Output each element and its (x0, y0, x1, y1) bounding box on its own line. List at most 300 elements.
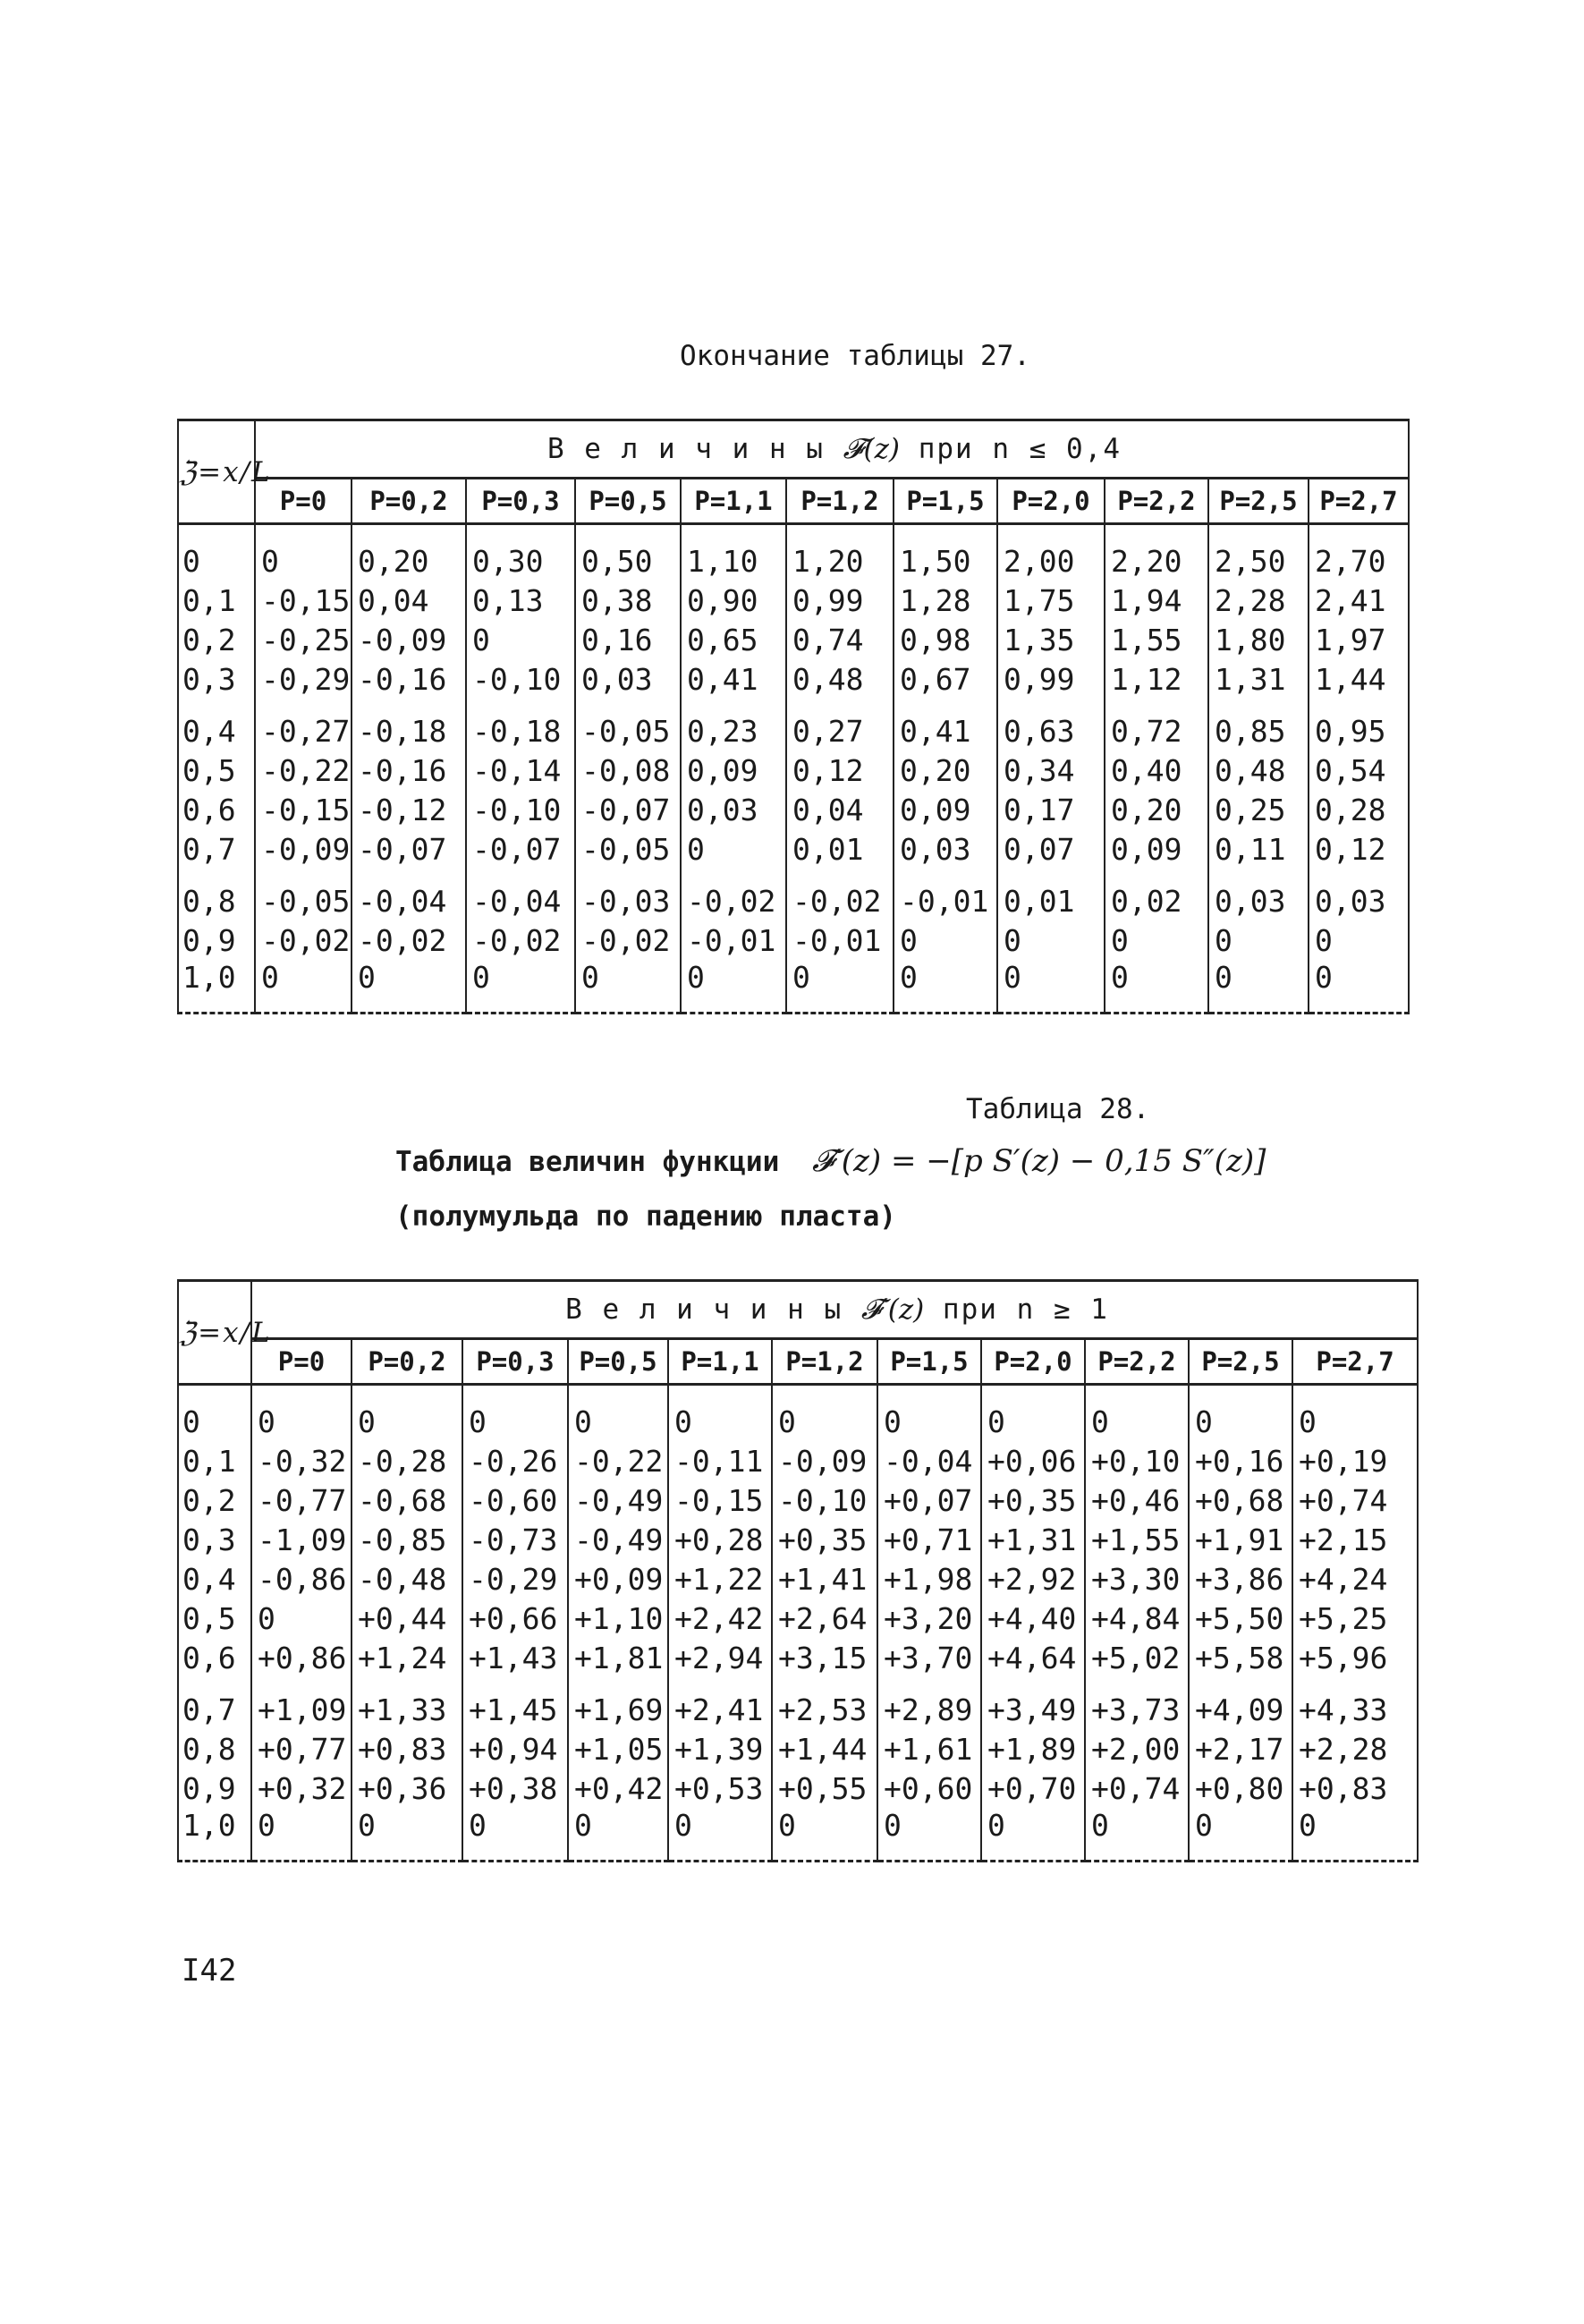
table-cell: -0,04 (352, 869, 466, 920)
row-z-value: 0,4 (178, 1559, 251, 1599)
table-cell: 0 (681, 829, 786, 869)
table-cell: 0,02 (1105, 869, 1208, 920)
table-cell: +5,02 (1085, 1638, 1189, 1677)
table-cell: +2,92 (981, 1559, 1085, 1599)
table-row (178, 659, 1409, 699)
header-prefix: В е л и ч и н ы (546, 432, 825, 465)
table-cell: -0,29 (255, 659, 352, 699)
table-cell: +0,86 (251, 1638, 352, 1677)
table-row (178, 1677, 1418, 1729)
table-cell: -0,49 (568, 1520, 668, 1559)
table-cell: +3,70 (877, 1638, 981, 1677)
table-cell: +0,80 (1189, 1768, 1292, 1808)
table-cell: +5,58 (1189, 1638, 1292, 1677)
table-row (178, 581, 1409, 620)
table-cell: 0,03 (575, 659, 681, 699)
row-z-value: 0,3 (178, 659, 255, 699)
table-cell: 0,38 (575, 581, 681, 620)
table-cell: +0,70 (981, 1768, 1085, 1808)
table-cell: -0,09 (255, 829, 352, 869)
table-cell: -0,02 (466, 920, 575, 960)
table-cell: +0,55 (772, 1768, 877, 1808)
table-cell: 0,72 (1105, 699, 1208, 751)
table-cell: +1,10 (568, 1599, 668, 1638)
table-cell: +1,05 (568, 1729, 668, 1768)
table-cell: -0,60 (462, 1480, 568, 1520)
table-cell: 0 (1292, 1808, 1418, 1862)
table-cell: +0,44 (352, 1599, 462, 1638)
table-cell: +4,33 (1292, 1677, 1418, 1729)
column-header: P=1,1 (681, 479, 786, 524)
table-cell: 0,01 (997, 869, 1105, 920)
table-cell: +0,32 (251, 1768, 352, 1808)
table-cell: -0,26 (462, 1441, 568, 1480)
table-cell: 0,99 (786, 581, 894, 620)
table-cell: -0,68 (352, 1480, 462, 1520)
table-row (178, 524, 1409, 581)
column-header: P=2,5 (1189, 1339, 1292, 1385)
table-cell: 0,54 (1309, 751, 1409, 790)
table-cell: -0,85 (352, 1520, 462, 1559)
table-cell: +5,25 (1292, 1599, 1418, 1638)
table-cell: 0,01 (786, 829, 894, 869)
table-cell: 1,75 (997, 581, 1105, 620)
table-cell: +0,83 (1292, 1768, 1418, 1808)
row-z-value: 0,3 (178, 1520, 251, 1559)
table-cell: 0 (668, 1808, 772, 1862)
table-cell: 0 (1208, 960, 1309, 1014)
table-cell: -0,14 (466, 751, 575, 790)
table-cell: 0,85 (1208, 699, 1309, 751)
table-cell: -0,01 (786, 920, 894, 960)
row-z-value: 0,6 (178, 1638, 251, 1677)
row-z-value: 0,7 (178, 829, 255, 869)
table-cell: -0,10 (466, 659, 575, 699)
table-cell: 1,12 (1105, 659, 1208, 699)
table-cell: -0,18 (352, 699, 466, 751)
function-formula: 𝓕′(z) = −[p S′(z) − 0,15 S″(z)] (811, 1143, 1266, 1179)
table-cell: 0,40 (1105, 751, 1208, 790)
row-z-value: 0,1 (178, 581, 255, 620)
table-cell: 0,25 (1208, 790, 1309, 829)
table-cell: 0,65 (681, 620, 786, 659)
table-cell: +0,77 (251, 1729, 352, 1768)
table-cell: 0,17 (997, 790, 1105, 829)
table-cell: -0,04 (466, 869, 575, 920)
table-cell: 1,80 (1208, 620, 1309, 659)
table-row (178, 1480, 1418, 1520)
table-cell: -0,16 (352, 751, 466, 790)
table-cell: +2,94 (668, 1638, 772, 1677)
table-cell: 0,28 (1309, 790, 1409, 829)
table-cell: 2,50 (1208, 524, 1309, 581)
table-27-caption: Окончание таблицы 27. (680, 340, 1030, 372)
table-cell: 0,09 (681, 751, 786, 790)
table-cell: 0 (772, 1808, 877, 1862)
table-cell: -0,07 (575, 790, 681, 829)
table-cell: 0 (981, 1808, 1085, 1862)
table-cell: 0,90 (681, 581, 786, 620)
table-cell: +1,39 (668, 1729, 772, 1768)
table-cell: +1,89 (981, 1729, 1085, 1768)
table-cell: -1,09 (251, 1520, 352, 1559)
table-cell: 0 (255, 960, 352, 1014)
table-cell: 1,55 (1105, 620, 1208, 659)
table-cell: +0,28 (668, 1520, 772, 1559)
table-row (178, 1385, 1418, 1442)
table-cell: 0 (466, 620, 575, 659)
table-cell: -0,12 (352, 790, 466, 829)
table-cell: -0,32 (251, 1441, 352, 1480)
table-cell: 1,94 (1105, 581, 1208, 620)
table-cell: +0,35 (772, 1520, 877, 1559)
table-cell: 0,67 (894, 659, 997, 699)
table-row (178, 1441, 1418, 1480)
column-header: P=2,5 (1208, 479, 1309, 524)
table-cell: +3,86 (1189, 1559, 1292, 1599)
table-cell: +0,60 (877, 1768, 981, 1808)
column-header: P=1,1 (668, 1339, 772, 1385)
row-z-value: 0 (178, 1385, 251, 1442)
table-cell: +1,69 (568, 1677, 668, 1729)
table-cell: +3,20 (877, 1599, 981, 1638)
table-cell: -0,49 (568, 1480, 668, 1520)
table-cell: +0,06 (981, 1441, 1085, 1480)
table-cell: 1,31 (1208, 659, 1309, 699)
table-cell: +2,17 (1189, 1729, 1292, 1768)
table-cell: -0,22 (255, 751, 352, 790)
header-condition: при n ≥ 1 (942, 1293, 1109, 1326)
table-cell: +1,09 (251, 1677, 352, 1729)
table-cell: 0,13 (466, 581, 575, 620)
column-headers (178, 479, 1409, 524)
table-cell: 1,50 (894, 524, 997, 581)
column-header: P=1,5 (894, 479, 997, 524)
table-cell: -0,01 (681, 920, 786, 960)
table-cell: 1,44 (1309, 659, 1409, 699)
column-header: P=1,2 (786, 479, 894, 524)
table-cell: 0,11 (1208, 829, 1309, 869)
table-cell: 0,12 (786, 751, 894, 790)
table-cell: 1,97 (1309, 620, 1409, 659)
table-cell: 0 (877, 1808, 981, 1862)
table-cell: -0,10 (772, 1480, 877, 1520)
column-header: P=0,2 (352, 1339, 462, 1385)
row-z-value: 0,4 (178, 699, 255, 751)
table-cell: 0,63 (997, 699, 1105, 751)
table-row (178, 960, 1409, 1014)
corner-label: ℨ=x/L (178, 1281, 251, 1385)
table-cell: 0,12 (1309, 829, 1409, 869)
row-z-value: 0 (178, 524, 255, 581)
table-row (178, 1768, 1418, 1808)
table-cell: 0 (681, 960, 786, 1014)
table-cell: +1,44 (772, 1729, 877, 1768)
table-header (251, 1281, 1418, 1339)
column-header: P=0,5 (575, 479, 681, 524)
table-cell: 0,48 (786, 659, 894, 699)
column-header: P=1,2 (772, 1339, 877, 1385)
table-cell: 0,03 (1309, 869, 1409, 920)
column-header: P=0 (251, 1339, 352, 1385)
table-cell: -0,11 (668, 1441, 772, 1480)
table-cell: -0,04 (877, 1441, 981, 1480)
table-cell: +0,46 (1085, 1480, 1189, 1520)
table-cell: 0,34 (997, 751, 1105, 790)
table-cell: 0,20 (894, 751, 997, 790)
table-cell: 0,20 (352, 524, 466, 581)
table-cell: 0 (462, 1808, 568, 1862)
table-cell: -0,08 (575, 751, 681, 790)
table-cell: +2,89 (877, 1677, 981, 1729)
table-cell: 0,98 (894, 620, 997, 659)
table-cell: -0,02 (352, 920, 466, 960)
table-cell: -0,02 (255, 920, 352, 960)
table-cell: +0,74 (1085, 1768, 1189, 1808)
table-cell: +0,42 (568, 1768, 668, 1808)
column-headers (178, 1339, 1418, 1385)
table-cell: -0,86 (251, 1559, 352, 1599)
table-cell: -0,09 (352, 620, 466, 659)
table-cell: +0,36 (352, 1768, 462, 1808)
column-header: P=2,2 (1105, 479, 1208, 524)
table-cell: +4,40 (981, 1599, 1085, 1638)
table-cell: 0,03 (1208, 869, 1309, 920)
row-z-value: 0,9 (178, 920, 255, 960)
table-28 (177, 1279, 1419, 1862)
header-function: 𝓕(z) (843, 432, 901, 465)
table-cell: +0,19 (1292, 1441, 1418, 1480)
table-cell: 0 (1208, 920, 1309, 960)
table-cell: 1,28 (894, 581, 997, 620)
table-cell: +2,42 (668, 1599, 772, 1638)
table-cell: 2,20 (1105, 524, 1208, 581)
table-cell: +1,24 (352, 1638, 462, 1677)
table-cell: +0,68 (1189, 1480, 1292, 1520)
table-cell: -0,01 (894, 869, 997, 920)
table-cell: 0 (251, 1385, 352, 1442)
table-cell: 0,74 (786, 620, 894, 659)
table-cell: 2,70 (1309, 524, 1409, 581)
table-cell: 1,35 (997, 620, 1105, 659)
table-cell: -0,02 (786, 869, 894, 920)
row-z-value: 0,7 (178, 1677, 251, 1729)
table-cell: -0,28 (352, 1441, 462, 1480)
table-cell: +2,00 (1085, 1729, 1189, 1768)
table-cell: -0,05 (575, 829, 681, 869)
row-z-value: 0,8 (178, 1729, 251, 1768)
table-cell: +0,10 (1085, 1441, 1189, 1480)
table-row (178, 1638, 1418, 1677)
table-cell: 0,04 (352, 581, 466, 620)
row-z-value: 0,5 (178, 1599, 251, 1638)
table-cell: 0,99 (997, 659, 1105, 699)
title-text: Таблица величин функции (395, 1146, 780, 1178)
table-cell: 0,07 (997, 829, 1105, 869)
table-cell: 0,09 (894, 790, 997, 829)
table-cell: 0,95 (1309, 699, 1409, 751)
table-cell: 0 (1189, 1385, 1292, 1442)
table-cell: 0,03 (681, 790, 786, 829)
table-cell: +0,16 (1189, 1441, 1292, 1480)
table-cell: +0,07 (877, 1480, 981, 1520)
table-cell: +5,50 (1189, 1599, 1292, 1638)
table-cell: +1,45 (462, 1677, 568, 1729)
table-cell: +1,91 (1189, 1520, 1292, 1559)
table-cell: +0,09 (568, 1559, 668, 1599)
table-cell: 0,23 (681, 699, 786, 751)
table-row (178, 920, 1409, 960)
table-cell: +3,73 (1085, 1677, 1189, 1729)
table-cell: 0,16 (575, 620, 681, 659)
table-cell: 0,03 (894, 829, 997, 869)
table-cell: 0 (1105, 960, 1208, 1014)
table-cell: 0 (1309, 920, 1409, 960)
table-cell: +4,84 (1085, 1599, 1189, 1638)
table-cell: 0 (894, 960, 997, 1014)
column-header: P=1,5 (877, 1339, 981, 1385)
row-z-value: 1,0 (178, 1808, 251, 1862)
table-cell: 1,20 (786, 524, 894, 581)
row-z-value: 0,6 (178, 790, 255, 829)
table-cell: +2,64 (772, 1599, 877, 1638)
table-28-subtitle: (полумульда по падению пласта) (395, 1200, 896, 1233)
column-header: P=2,7 (1292, 1339, 1418, 1385)
table-cell: 0 (786, 960, 894, 1014)
table-cell: -0,09 (772, 1441, 877, 1480)
table-cell: 0 (352, 960, 466, 1014)
table-cell: 0 (251, 1808, 352, 1862)
table-cell: -0,15 (668, 1480, 772, 1520)
table-header (255, 420, 1409, 479)
column-header: P=0,3 (466, 479, 575, 524)
table-cell: +2,28 (1292, 1729, 1418, 1768)
table-cell: +1,31 (981, 1520, 1085, 1559)
table-cell: +0,53 (668, 1768, 772, 1808)
column-header: P=2,2 (1085, 1339, 1189, 1385)
table-cell: +0,71 (877, 1520, 981, 1559)
table-cell: -0,25 (255, 620, 352, 659)
column-header: P=0,2 (352, 479, 466, 524)
table-cell: +2,53 (772, 1677, 877, 1729)
table-28-title (395, 1143, 1266, 1179)
table-cell: 0 (568, 1808, 668, 1862)
table-cell: 0,20 (1105, 790, 1208, 829)
table-cell: 0 (1105, 920, 1208, 960)
table-cell: 0 (466, 960, 575, 1014)
table-cell: +1,98 (877, 1559, 981, 1599)
table-cell: 0,48 (1208, 751, 1309, 790)
table-cell: 0 (772, 1385, 877, 1442)
table-cell: 0 (997, 960, 1105, 1014)
table-cell: +5,96 (1292, 1638, 1418, 1677)
table-row (178, 620, 1409, 659)
table-cell: +0,38 (462, 1768, 568, 1808)
row-z-value: 0,5 (178, 751, 255, 790)
column-header: P=0 (255, 479, 352, 524)
table-row (178, 751, 1409, 790)
table-cell: +1,61 (877, 1729, 981, 1768)
table-cell: -0,02 (681, 869, 786, 920)
table-row (178, 869, 1409, 920)
header-prefix: В е л и ч и н ы (565, 1293, 843, 1326)
table-cell: -0,07 (466, 829, 575, 869)
table-cell: 1,10 (681, 524, 786, 581)
column-header: P=0,5 (568, 1339, 668, 1385)
column-header: P=2,0 (997, 479, 1105, 524)
table-cell: -0,02 (575, 920, 681, 960)
table-cell: -0,22 (568, 1441, 668, 1480)
table-row (178, 829, 1409, 869)
column-header: P=0,3 (462, 1339, 568, 1385)
table-cell: -0,48 (352, 1559, 462, 1599)
table-cell: 0 (1085, 1385, 1189, 1442)
table-cell: +4,24 (1292, 1559, 1418, 1599)
row-z-value: 0,8 (178, 869, 255, 920)
table-cell: -0,15 (255, 581, 352, 620)
table-row (178, 790, 1409, 829)
table-cell: -0,77 (251, 1480, 352, 1520)
row-z-value: 1,0 (178, 960, 255, 1014)
row-z-value: 0,2 (178, 1480, 251, 1520)
table-row (178, 1520, 1418, 1559)
table-row (178, 1729, 1418, 1768)
table-row (178, 699, 1409, 751)
table-cell: -0,05 (255, 869, 352, 920)
table-cell: 0,27 (786, 699, 894, 751)
table-cell: +4,09 (1189, 1677, 1292, 1729)
table-cell: 0 (894, 920, 997, 960)
table-cell: +1,55 (1085, 1520, 1189, 1559)
table-cell: 0 (1085, 1808, 1189, 1862)
header-function: 𝓕′(z) (860, 1293, 925, 1326)
table-cell: 0 (352, 1808, 462, 1862)
table-row (178, 1808, 1418, 1862)
table-cell: +0,66 (462, 1599, 568, 1638)
table-cell: +2,41 (668, 1677, 772, 1729)
table-cell: -0,05 (575, 699, 681, 751)
table-cell: 0 (255, 524, 352, 581)
table-cell: 0 (575, 960, 681, 1014)
table-cell: +3,15 (772, 1638, 877, 1677)
table-cell: -0,27 (255, 699, 352, 751)
table-cell: +1,41 (772, 1559, 877, 1599)
table-cell: +3,49 (981, 1677, 1085, 1729)
table-cell: 0,09 (1105, 829, 1208, 869)
row-z-value: 0,1 (178, 1441, 251, 1480)
table-cell: 0 (997, 920, 1105, 960)
corner-label: ℨ=x/L (178, 420, 255, 524)
table-28-caption: Таблица 28. (966, 1093, 1150, 1125)
table-cell: +1,33 (352, 1677, 462, 1729)
table-cell: +1,43 (462, 1638, 568, 1677)
table-cell: +4,64 (981, 1638, 1085, 1677)
table-cell: 2,41 (1309, 581, 1409, 620)
table-cell: 0 (1292, 1385, 1418, 1442)
table-cell: +3,30 (1085, 1559, 1189, 1599)
table-cell: 0 (568, 1385, 668, 1442)
table-cell: 0 (352, 1385, 462, 1442)
table-cell: 0 (981, 1385, 1085, 1442)
column-header: P=2,0 (981, 1339, 1085, 1385)
table-cell: -0,73 (462, 1520, 568, 1559)
table-cell: +1,81 (568, 1638, 668, 1677)
table-cell: -0,03 (575, 869, 681, 920)
table-cell: 0,41 (681, 659, 786, 699)
table-cell: 0,41 (894, 699, 997, 751)
page-number: I42 (182, 1953, 237, 1989)
table-cell: 0,30 (466, 524, 575, 581)
